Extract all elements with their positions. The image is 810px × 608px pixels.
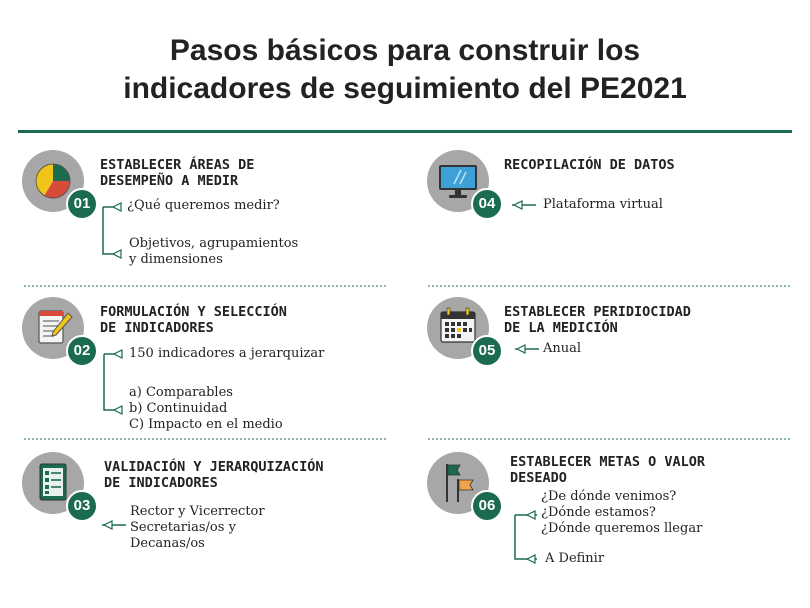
step-04-title: RECOPILACIÓN DE DATOS — [504, 157, 675, 173]
row-divider-2-right — [428, 438, 790, 440]
step-05-item-1: Anual — [543, 341, 582, 356]
step-03-title: VALIDACIÓN Y JERARQUIZACIÓN DE INDICADORES — [104, 459, 324, 491]
step-number-badge: 03 — [66, 490, 98, 522]
step-06-title: ESTABLECER METAS O VALOR DESEADO — [510, 454, 706, 486]
step-04-item-1: Plataforma virtual — [543, 197, 663, 212]
title-line-2: indicadores de seguimiento del PE2021 — [123, 72, 687, 105]
page-title — [0, 32, 810, 108]
step-04-connector — [510, 198, 538, 212]
step-03-item-1: Rector y Vicerrector Secretarias/os y Decanas/os — [130, 504, 265, 551]
step-06-item-1: ¿De dónde venimos? ¿Dónde estamos? ¿Dónde queremos llegar — [541, 489, 703, 536]
step-02-item-1: 150 indicadores a jerarquizar — [129, 346, 325, 361]
row-divider-1-right — [428, 285, 790, 287]
row-divider-1-left — [24, 285, 386, 287]
step-06-item-2: A Definir — [545, 551, 605, 566]
step-number-badge: 05 — [471, 335, 503, 367]
step-06-connector — [511, 509, 539, 565]
step-02-item-2: a) Comparables b) Continuidad C) Impacto en el medio — [129, 385, 283, 432]
step-01-title: ESTABLECER ÁREAS DE DESEMPEÑO A MEDIR — [100, 157, 255, 189]
step-05-connector — [513, 342, 541, 356]
step-number-badge: 01 — [66, 188, 98, 220]
title-divider — [18, 130, 792, 133]
step-number-badge: 02 — [66, 335, 98, 367]
step-01-connector — [100, 201, 124, 261]
step-02-connector — [101, 348, 125, 416]
step-03-connector — [100, 518, 128, 532]
step-01-item-2: Objetivos, agrupamientos y dimensiones — [129, 236, 299, 267]
row-divider-2-left — [24, 438, 386, 440]
title-line-1: Pasos básicos para construir los — [169, 34, 641, 67]
step-05-title: ESTABLECER PERIDIOCIDAD DE LA MEDICIÓN — [504, 304, 691, 336]
step-02-title: FORMULACIÓN Y SELECCIÓN DE INDICADORES — [100, 304, 287, 336]
step-number-badge: 04 — [471, 188, 503, 220]
step-number-badge: 06 — [471, 490, 503, 522]
step-01-item-1: ¿Qué queremos medir? — [127, 198, 280, 213]
